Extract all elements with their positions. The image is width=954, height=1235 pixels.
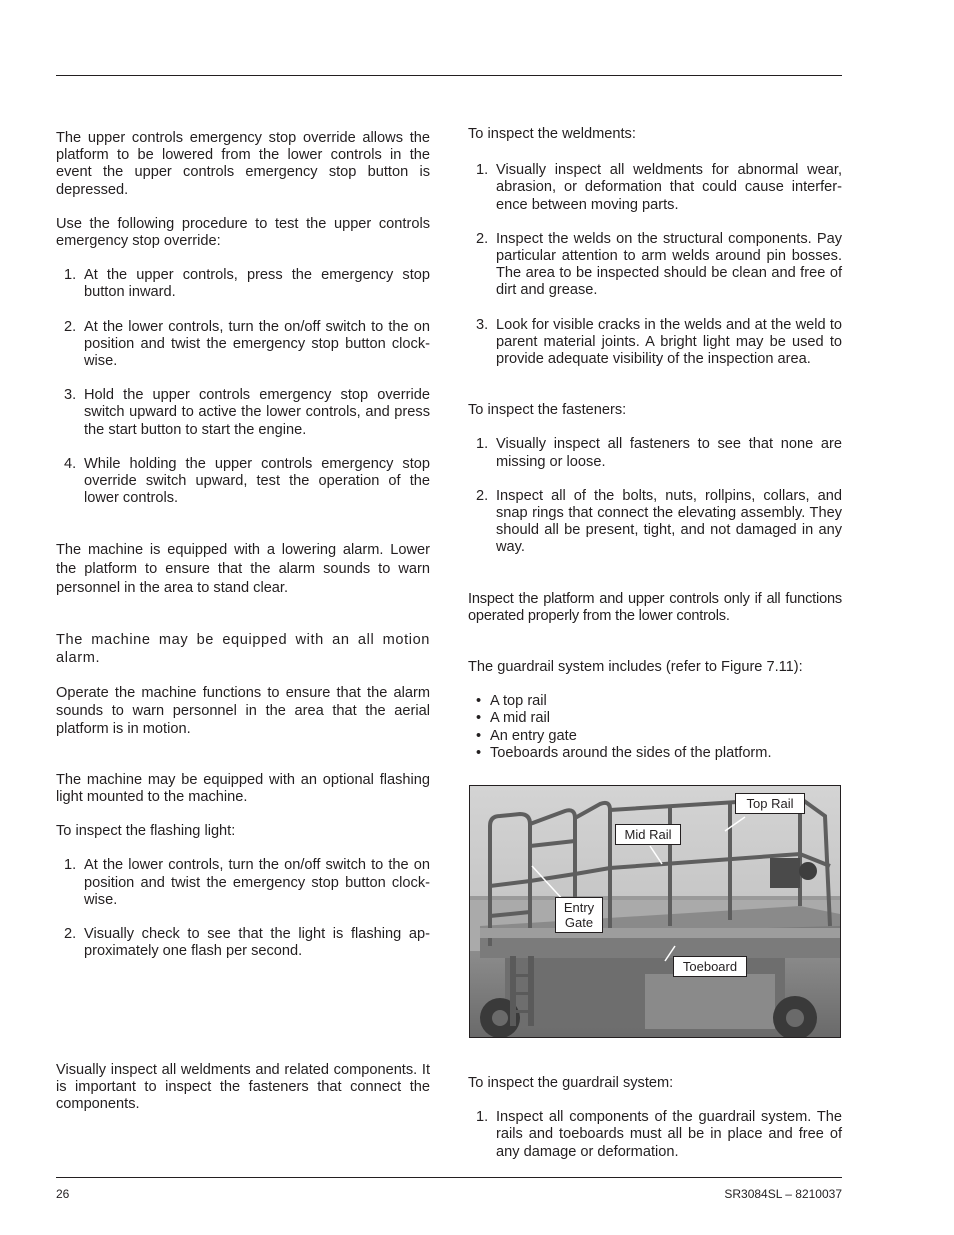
header-rule xyxy=(56,75,842,76)
list-item: 2. Visually check to see that the light is flashing ap-proximately one flash per second. xyxy=(64,926,430,960)
footer-rule xyxy=(56,1177,842,1178)
override-steps-list xyxy=(56,267,430,507)
flashing-light-intro: To inspect the flashing light: xyxy=(56,823,236,840)
weldments-overview-text: Visually inspect all weldments and related components. It is important to inspect the fasteners that connect the components. xyxy=(56,1062,430,1113)
right-column-bottom xyxy=(468,1075,842,1161)
platform-intro: Inspect the platform and upper controls only if all functions operated properly from the lower controls. xyxy=(468,590,842,624)
right-column xyxy=(468,126,842,762)
override-procedure-intro: Use the following procedure to test the upper controls emergency stop override: xyxy=(56,215,430,250)
left-column xyxy=(56,130,430,960)
list-item: 3. Look for visible cracks in the welds and at the weld to parent material joints. A bright light may be used to provide adequate visibility of the inspection area. xyxy=(476,316,842,368)
motion-alarm-text: The machine may be equipped with an all motion alarm. xyxy=(56,632,430,666)
lowering-alarm-text: The machine is equipped with a lowering alarm. Lower the platform to ensure that the alarm sounds to warn personnel in the area to stand clear. xyxy=(56,542,430,597)
document-code: SR3084SL – 8210037 xyxy=(724,1187,842,1201)
list-item: 3. Hold the upper controls emergency stop override switch upward to active the lower controls, and press the start button to start the engine. xyxy=(64,387,430,438)
weldments-intro: To inspect the weldments: xyxy=(468,126,636,142)
override-intro: The upper controls emergency stop override allows the platform to be lowered from the lower controls in the event the upper controls emergency stop button is depressed. xyxy=(56,130,430,198)
guardrail-intro: The guardrail system includes (refer to Figure 7.11): xyxy=(468,659,803,676)
list-item: 1. At the upper controls, press the emergency stop button inward. xyxy=(64,267,430,301)
list-item: • An entry gate xyxy=(476,727,577,744)
callout-mid-rail: Mid Rail xyxy=(615,824,681,845)
flashing-light-text: The machine may be equipped with an optional flashing light mounted to the machine. xyxy=(56,771,430,806)
motion-alarm-test-text: Operate the machine functions to ensure that the alarm sounds to warn personnel in the area that the aerial platform is in motion. xyxy=(56,684,430,737)
guardrail-inspect-intro: To inspect the guardrail system: xyxy=(468,1075,674,1091)
list-item: • A mid rail xyxy=(476,710,551,727)
callout-top-rail: Top Rail xyxy=(735,793,805,814)
list-item: 1. At the lower controls, turn the on/off switch to the on position and twist the emergency stop button clock-wise. xyxy=(64,857,430,908)
list-item: • Toeboards around the sides of the platform. xyxy=(476,744,772,761)
callout-entry-gate: Entry Gate xyxy=(555,897,603,933)
list-item: 1. Inspect all components of the guardrail system. The rails and toeboards must all be in place and free of any damage or deformation. xyxy=(476,1109,842,1160)
list-item: 1. Visually inspect all fasteners to see that none are missing or loose. xyxy=(476,436,842,470)
guardrail-steps-list xyxy=(468,1109,842,1161)
weldment-steps-list xyxy=(468,162,842,368)
list-item: 1. Visually inspect all weldments for abnormal wear, abrasion, or deformation that could cause interfer-ence between moving parts. xyxy=(476,162,842,213)
left-column-bottom xyxy=(56,1062,430,1114)
list-item: 4. While holding the upper controls emergency stop override switch upward, test the operation of the lower controls. xyxy=(64,455,430,507)
callout-toeboard: Toeboard xyxy=(673,956,747,977)
page-number: 26 xyxy=(56,1187,70,1201)
list-item: • A top rail xyxy=(476,693,547,710)
flashing-steps-list xyxy=(56,857,430,960)
fastener-steps-list xyxy=(468,436,842,556)
list-item: 2. At the lower controls, turn the on/off switch to the on position and twist the emergency stop button clock-wise. xyxy=(64,318,430,370)
guardrail-figure xyxy=(469,785,841,1038)
guardrail-items-list xyxy=(468,693,842,762)
list-item: 2. Inspect all of the bolts, nuts, rollpins, collars, and snap rings that connect the elevating assembly. They should all be present, tight, and not damaged in any way. xyxy=(476,487,842,556)
fasteners-intro: To inspect the fasteners: xyxy=(468,402,627,419)
list-item: 2. Inspect the welds on the structural components. Pay particular attention to arm welds around pin bosses. The area to be inspected should be clean and free of dirt and grease. xyxy=(476,230,842,299)
